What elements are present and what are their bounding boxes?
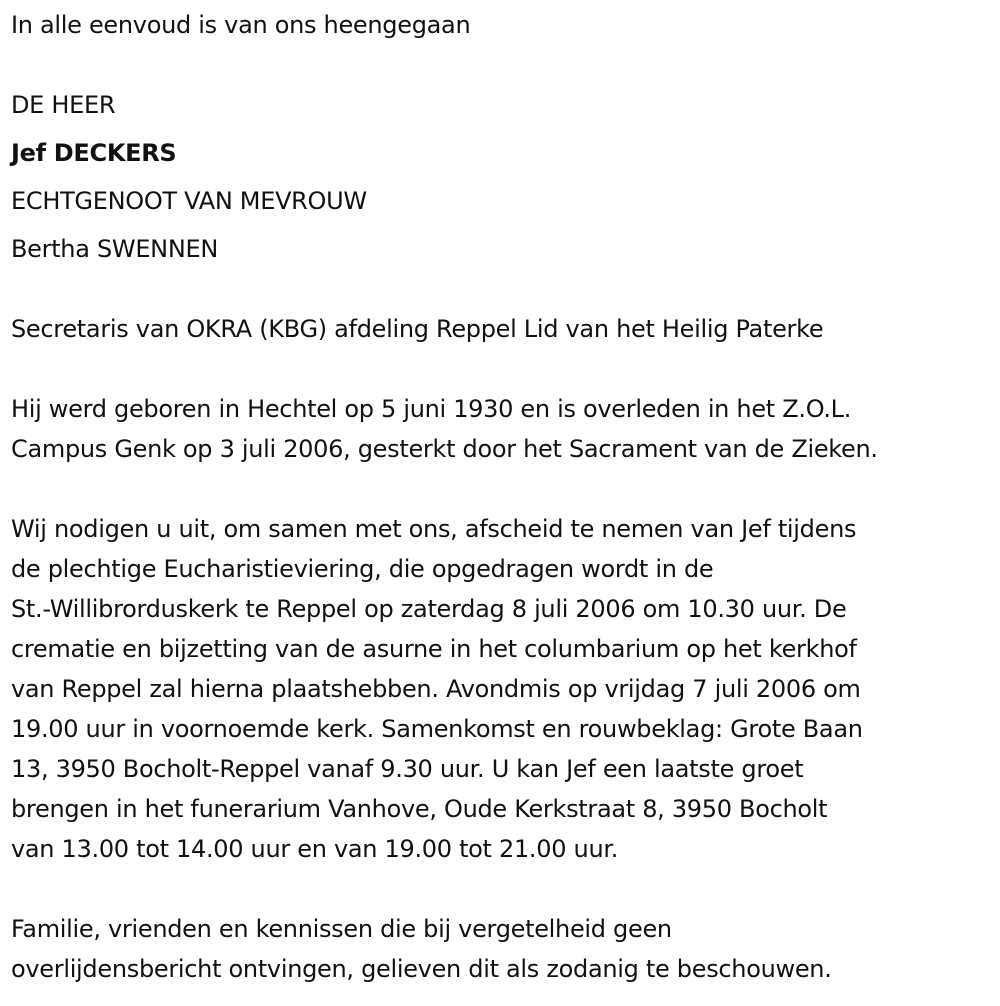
paragraph-line: 19.00 uur in voornoemde kerk. Samenkomst en rouwbeklag: Grote Baan: [11, 715, 863, 743]
birth-death-paragraph: [11, 389, 996, 469]
paragraph-line: Campus Genk op 3 juli 2006, gesterkt door het Sacrament van de Zieken.: [11, 435, 878, 463]
deceased-name: Jef DECKERS: [11, 139, 177, 167]
paragraph-line: van 13.00 tot 14.00 uur en van 19.00 tot 21.00 uur.: [11, 835, 619, 863]
paragraph-line: St.-Willibrorduskerk te Reppel op zaterdag 8 juli 2006 om 10.30 uur. De: [11, 595, 847, 623]
invitation-paragraph: [11, 509, 996, 869]
paragraph-line: de plechtige Eucharistieviering, die opgedragen wordt in de: [11, 555, 714, 583]
roles-text: Secretaris van OKRA (KBG) afdeling Reppel Lid van het Heilig Paterke: [11, 315, 824, 343]
spouse-label: ECHTGENOOT VAN MEVROUW: [11, 187, 367, 215]
paragraph-line: Wij nodigen u uit, om samen met ons, afscheid te nemen van Jef tijdens: [11, 515, 857, 543]
closing-paragraph: [11, 909, 996, 989]
spouse-name: Bertha SWENNEN: [11, 235, 219, 263]
paragraph-line: Hij werd geboren in Hechtel op 5 juni 1930 en is overleden in het Z.O.L.: [11, 395, 852, 423]
paragraph-line: brengen in het funerarium Vanhove, Oude Kerkstraat 8, 3950 Bocholt: [11, 795, 828, 823]
paragraph-line: van Reppel zal hierna plaatshebben. Avondmis op vrijdag 7 juli 2006 om: [11, 675, 861, 703]
intro-text: In alle eenvoud is van ons heengegaan: [11, 11, 471, 39]
paragraph-line: crematie en bijzetting van de asurne in het columbarium op het kerkhof: [11, 635, 857, 663]
paragraph-line: overlijdensbericht ontvingen, gelieven dit als zodanig te beschouwen.: [11, 955, 832, 983]
paragraph-line: 13, 3950 Bocholt-Reppel vanaf 9.30 uur. U kan Jef een laatste groet: [11, 755, 804, 783]
paragraph-line: Familie, vrienden en kennissen die bij vergetelheid geen: [11, 915, 672, 943]
title-prefix: DE HEER: [11, 91, 116, 119]
